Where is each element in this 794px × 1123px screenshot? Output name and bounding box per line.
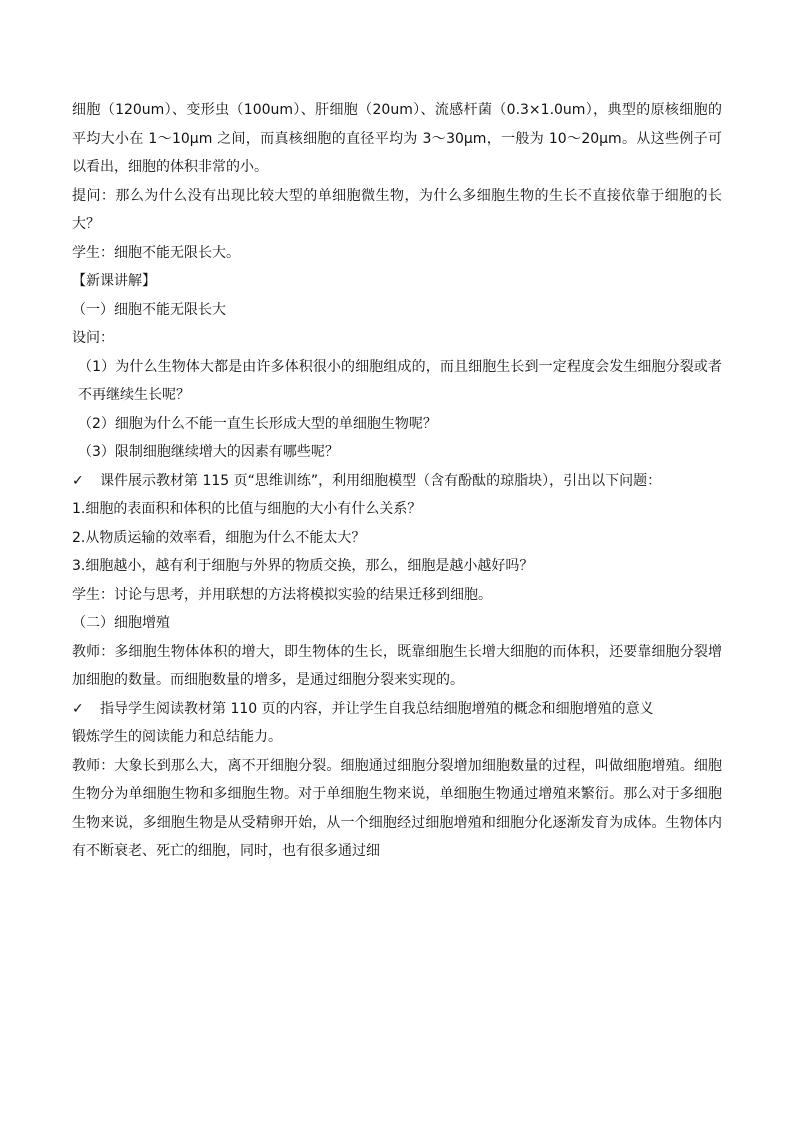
teacher-paragraph-2: 教师：大象长到那么大，离不开细胞分裂。细胞通过细胞分裂增加细胞数量的过程，叫做细胞增殖。细胞生物分为单细胞生物和多细胞生物。对于单细胞生物来说，单细胞生物通过增殖来繁衍。那么对于多细胞生物来说，多细胞生物是从受精卵开始，从一个细胞经过细胞增殖和细胞分化逐渐发育为成体。生物体内有不断衰老、死亡的细胞，同时，也有很多通过细 xyxy=(72,757,722,859)
student-answer: 学生：细胞不能无限长大。 xyxy=(72,244,240,261)
subsection-heading-2: （二）细胞增殖 xyxy=(72,615,170,631)
teacher-paragraph-1: 教师：多细胞生物体体积的增大，即生物体的生长，既靠细胞生长增大细胞的而体积，还要靠细胞分裂增加细胞的数量。而细胞数量的增多，是通过细胞分裂来实现的。 xyxy=(72,643,722,688)
bullet-item-courseware xyxy=(72,467,722,496)
document-body xyxy=(72,96,722,866)
question-label: 设问： xyxy=(72,330,114,346)
skill-note: 锻炼学生的阅读能力和总结能力。 xyxy=(72,729,282,745)
numbered-question-3: 3.细胞越小，越有利于细胞与外界的物质交换，那么，细胞是越小越好吗？ xyxy=(72,558,534,574)
check-mark-icon: ✓ xyxy=(72,700,84,717)
intro-paragraph: 细胞（120um）、变形虫（100um）、肝细胞（20um）、流感杆菌（0.3×1.0um），典型的原核细胞的平均大小在 1～10μm 之间，而真核细胞的直径平均为 3～30μm，一般为 10～20μm。从这些例子可以看出，细胞的体积非常的小。 xyxy=(72,102,722,175)
bullet-text: 课件展示教材第 115 页“思维训练”，利用细胞模型（含有酚酞的琼脂块），引出以下问题： xyxy=(100,472,662,489)
numbered-question-2: 2.从物质运输的效率看，细胞为什么不能太大？ xyxy=(72,529,366,546)
bullet-item-reading xyxy=(72,695,722,724)
question-2: （2）细胞为什么不能一直生长形成大型的单细胞生物呢？ xyxy=(78,415,437,432)
check-mark-icon: ✓ xyxy=(72,472,84,489)
subsection-heading-1: （一）细胞不能无限长大 xyxy=(72,301,226,318)
section-heading-new-lesson: 【新课讲解】 xyxy=(72,273,156,289)
bullet-text: 指导学生阅读教材第 110 页的内容，并让学生自我总结细胞增殖的概念和细胞增殖的意义 xyxy=(100,700,654,717)
student-discussion: 学生：讨论与思考，并用联想的方法将模拟实验的结果迁移到细胞。 xyxy=(72,586,492,603)
numbered-question-1: 1.细胞的表面积和体积的比值与细胞的大小有什么关系？ xyxy=(72,501,422,517)
question-1: （1）为什么生物体大都是由许多体积很小的细胞组成的，而且细胞生长到一定程度会发生细胞分裂或者不再继续生长呢？ xyxy=(78,358,722,403)
question-3: （3）限制细胞继续增大的因素有哪些呢？ xyxy=(78,444,339,460)
question-paragraph: 提问：那么为什么没有出现比较大型的单细胞微生物，为什么多细胞生物的生长不直接依靠于细胞的长大？ xyxy=(72,187,722,232)
